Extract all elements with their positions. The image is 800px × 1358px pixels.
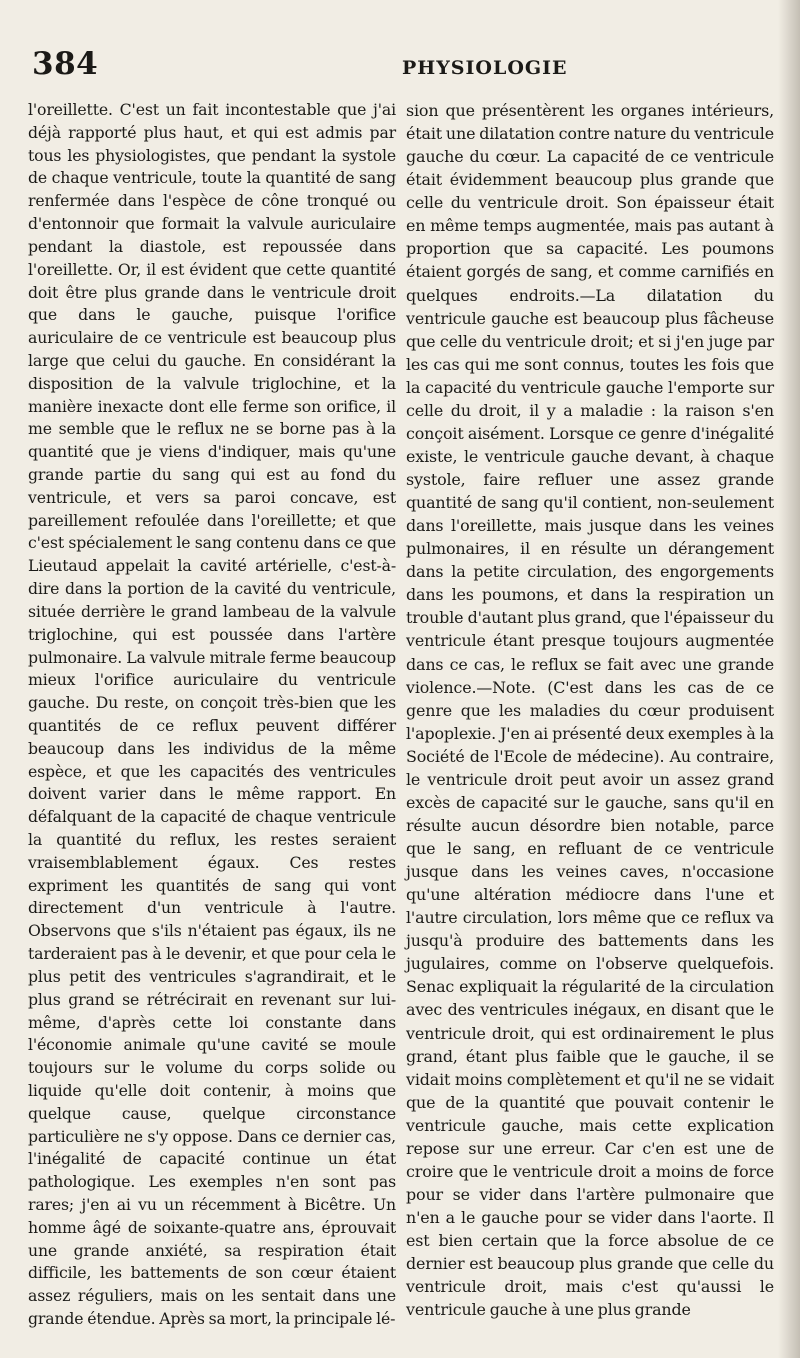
text-column-left: l'oreillette. C'est un fait incontestable que j'ai déjà rapporté plus haut, et qui est admis par tous les physiologistes, que pendant la systole de chaque ventricule, toute la quantité de sang renfermée dans l'espèce de cône tronqué ou d'entonnoir que formait la valvule auriculaire pendant la diastole, est repoussée dans l'oreillette. Or, il est évident que cette quantité doit être plus grande dans le ventricule droit que dans le gauche, puisque l'orifice auriculaire de ce ventricule est beaucoup plus large que celui du gauche. En considérant la disposition de la valvule triglochine, et la manière inexacte dont elle ferme son orifice, il me semble que le reflux ne se borne pas à la quantité que je viens d'indiquer, mais qu'une grande partie du sang qui est au fond du ventricule, et vers sa paroi concave, est pareillement refoulée dans l'oreillette; et que c'est spécialement le sang contenu dans ce que Lieutaud appelait la cavité artérielle, c'est-à-dire dans la portion de la cavité du ventricule, située derrière le grand lambeau de la valvule triglochine, qui est poussée dans l'artère pulmonaire. La valvule mitrale ferme beaucoup mieux l'orifice auriculaire du ventricule gauche. Du reste, on conçoit très-bien que les quantités de ce reflux peuvent différer beaucoup dans les individus de la même espèce, et que les capacités des ventricules doivent varier dans le même rapport. En défalquant de la capacité de chaque ventricule la quantité du reflux, les restes seraient vraisemblablement égaux. Ces restes expriment les quantités de sang qui vont directement d'un ventricule à l'autre. Observons que s'ils n'étaient pas égaux, ils ne tarderaient pas à le devenir, et que pour cela le plus petit des ventricules s'agrandirait, et le plus grand se rétrécirait en revenant sur lui-même, d'après cette loi constante dans l'économie animale qu'une cavité se moule toujours sur le volume du corps solide ou liquide qu'elle doit contenir, à moins que quelque cause, quelque circonstance particulière ne s'y oppose. Dans ce dernier cas, l'inégalité de capacité continue un état pathologique. Les exemples n'en sont pas rares; j'en ai vu un récemment à Bicêtre. Un homme âgé de soixante-quatre ans, éprouvait une grande anxiété, sa respiration était difficile, les battements de son cœur étaient assez réguliers, mais on les sentait dans une grande étendue. Après sa mort, la principale lé- — [28, 100, 396, 1329]
page-number: 384 — [32, 46, 99, 82]
running-head: PHYSIOLOGIE — [402, 57, 568, 79]
text-column-right: sion que présentèrent les organes intérieurs, était une dilatation contre nature du ventricule gauche du cœur. La capacité de ce ventricule était évidemment beaucoup plus grande que celle du ventricule droit. Son épaisseur était en même temps augmentée, mais pas autant à proportion que sa capacité. Les poumons étaient gorgés de sang, et comme carnifiés en quelques endroits.—La dilatation du ventricule gauche est beaucoup plus fâcheuse que celle du ventricule droit; et si j'en juge par les cas qui me sont connus, toutes les fois que la capacité du ventricule gauche l'emporte sur celle du droit, il y a maladie : la raison s'en conçoit aisément. Lorsque ce genre d'inégalité existe, le ventricule gauche devant, à chaque systole, faire refluer une assez grande quantité de sang qu'il contient, non-seulement dans l'oreillette, mais jusque dans les veines pulmonaires, il en résulte un dérangement dans la petite circulation, des engorgements dans les poumons, et dans la respiration un trouble d'autant plus grand, que l'épaisseur du ventricule étant presque toujours augmentée dans ce cas, le reflux se fait avec une grande violence.—Note. (C'est dans les cas de ce genre que les maladies du cœur produisent l'apoplexie. J'en ai présenté deux exemples à la Société de l'Ecole de médecine). Au contraire, le ventricule droit peut avoir un assez grand excès de capacité sur le gauche, sans qu'il en résulte aucun désordre bien notable, parce que le sang, en refluant de ce ventricule jusque dans les veines caves, n'occasione qu'une altération médiocre dans l'une et l'autre circulation, lors même que ce reflux va jusqu'à produire des battements dans les jugulaires, comme on l'observe quelquefois. Senac expliquait la régularité de la circulation avec des ventricules inégaux, en disant que le ventricule droit, qui est ordinairement le plus grand, étant plus faible que le gauche, il se vidait moins complètement et qu'il ne se vidait que de la quantité que pouvait contenir le ventricule gauche, mais cette explication repose sur une erreur. Car c'en est une de croire que le ventricule droit a moins de force pour se vider dans l'artère pulmonaire que n'en a le gauche pour se vider dans l'aorte. Il est bien certain que la force absolue de ce dernier est beaucoup plus grande que celle du ventricule droit, mais c'est qu'aussi le ventricule gauche à une plus grande — [406, 101, 774, 1320]
page-header — [0, 46, 800, 86]
